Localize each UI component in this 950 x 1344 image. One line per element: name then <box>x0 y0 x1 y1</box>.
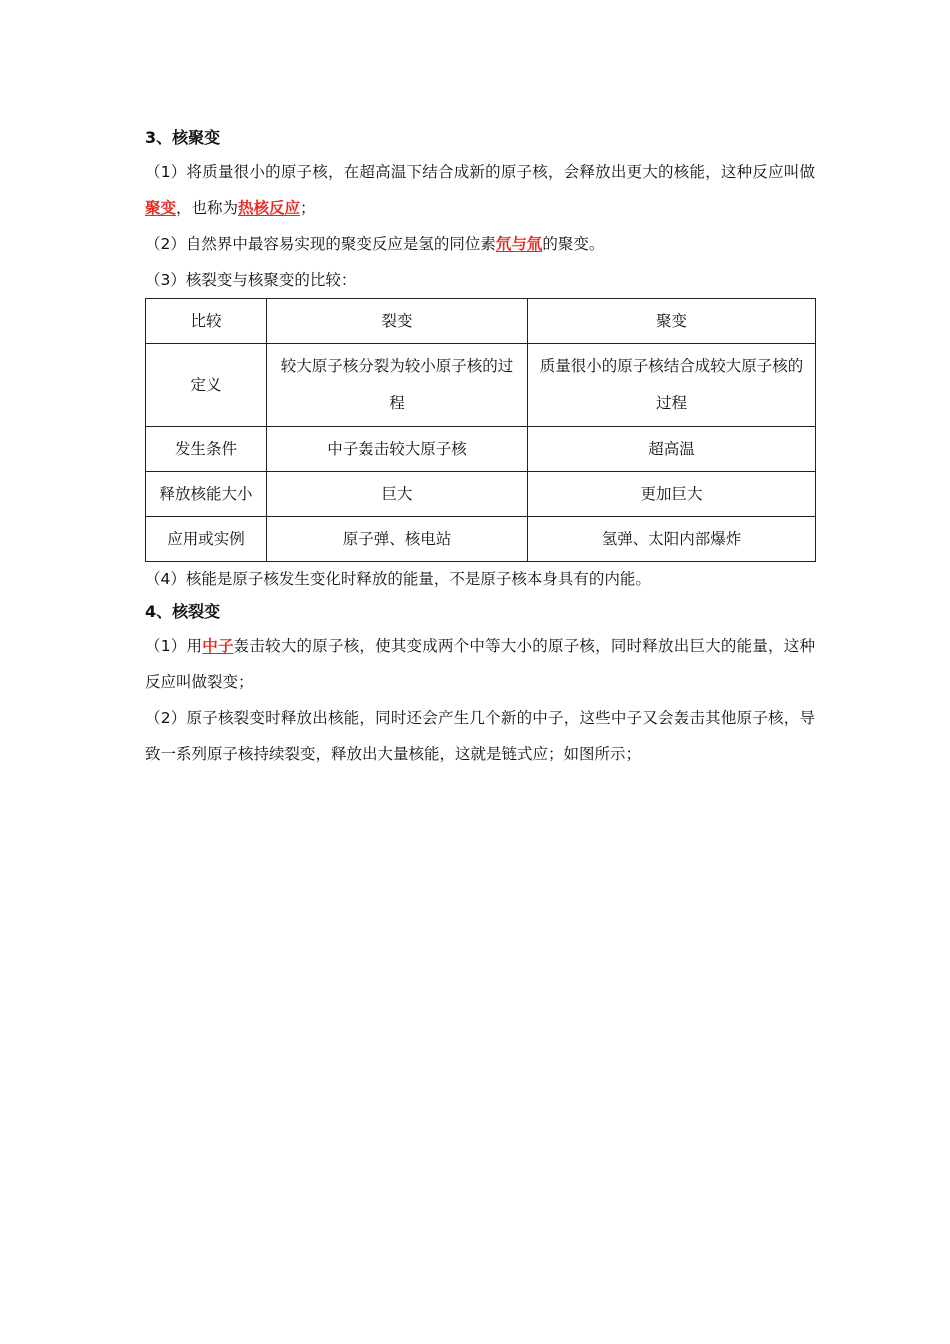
table-cell: 发生条件 <box>146 427 267 472</box>
highlight-isotopes: 氘与氚 <box>495 235 543 253</box>
table-row <box>146 344 816 427</box>
table-cell: 巨大 <box>267 472 528 517</box>
table-cell: 质量很小的原子核结合成较大原子核的过程 <box>528 344 816 427</box>
table-row <box>146 427 816 472</box>
text-run: ； <box>300 199 316 217</box>
highlight-thermonuclear: 热核反应 <box>238 199 301 217</box>
table-cell: 原子弹、核电站 <box>267 517 528 562</box>
text-run: ，也称为 <box>176 199 239 217</box>
table-cell: 更加巨大 <box>528 472 816 517</box>
section-4-paragraph-2: （2）原子核裂变时释放出核能，同时还会产生几个新的中子，这些中子又会轰击其他原子核，导致一系列原子核持续裂变，释放出大量核能，这就是链式应；如图所示； <box>145 709 815 763</box>
section-3-paragraph-4: （4）核能是原子核发生变化时释放的能量，不是原子核本身具有的内能。 <box>145 570 651 588</box>
table-row <box>146 472 816 517</box>
section-3-paragraph-1 <box>145 154 815 226</box>
table-cell: 超高温 <box>528 427 816 472</box>
text-run: （1）将质量很小的原子核，在超高温下结合成新的原子核，会释放出更大的核能，这种反应叫做 <box>145 163 815 181</box>
highlight-fusion: 聚变 <box>145 199 177 217</box>
table-cell: 较大原子核分裂为较小原子核的过程 <box>267 344 528 427</box>
text-run: （2）自然界中最容易实现的聚变反应是氢的同位素 <box>145 235 496 253</box>
highlight-neutron: 中子 <box>202 637 234 655</box>
section-3-paragraph-3: （3）核裂变与核聚变的比较： <box>145 271 357 289</box>
table-header-cell: 聚变 <box>528 299 816 344</box>
text-run: 的聚变。 <box>542 235 605 253</box>
section-4-paragraph-1 <box>145 628 815 700</box>
text-run: 轰击较大的原子核，使其变成两个中等大小的原子核，同时释放出巨大的能量，这种反应叫做裂变； <box>145 637 815 691</box>
table-header-cell: 裂变 <box>267 299 528 344</box>
table-cell: 定义 <box>146 344 267 427</box>
table-cell: 应用或实例 <box>146 517 267 562</box>
document-page <box>145 122 815 772</box>
table-cell: 氢弹、太阳内部爆炸 <box>528 517 816 562</box>
section-3-paragraph-2 <box>145 226 815 262</box>
table-row <box>146 517 816 562</box>
table-header-cell: 比较 <box>146 299 267 344</box>
table-header-row <box>146 299 816 344</box>
table-cell: 释放核能大小 <box>146 472 267 517</box>
text-run: （1）用 <box>145 637 203 655</box>
section-4-heading: 4、核裂变 <box>145 602 221 621</box>
table-cell: 中子轰击较大原子核 <box>267 427 528 472</box>
comparison-table <box>145 298 816 562</box>
section-3-heading: 3、核聚变 <box>145 128 221 147</box>
